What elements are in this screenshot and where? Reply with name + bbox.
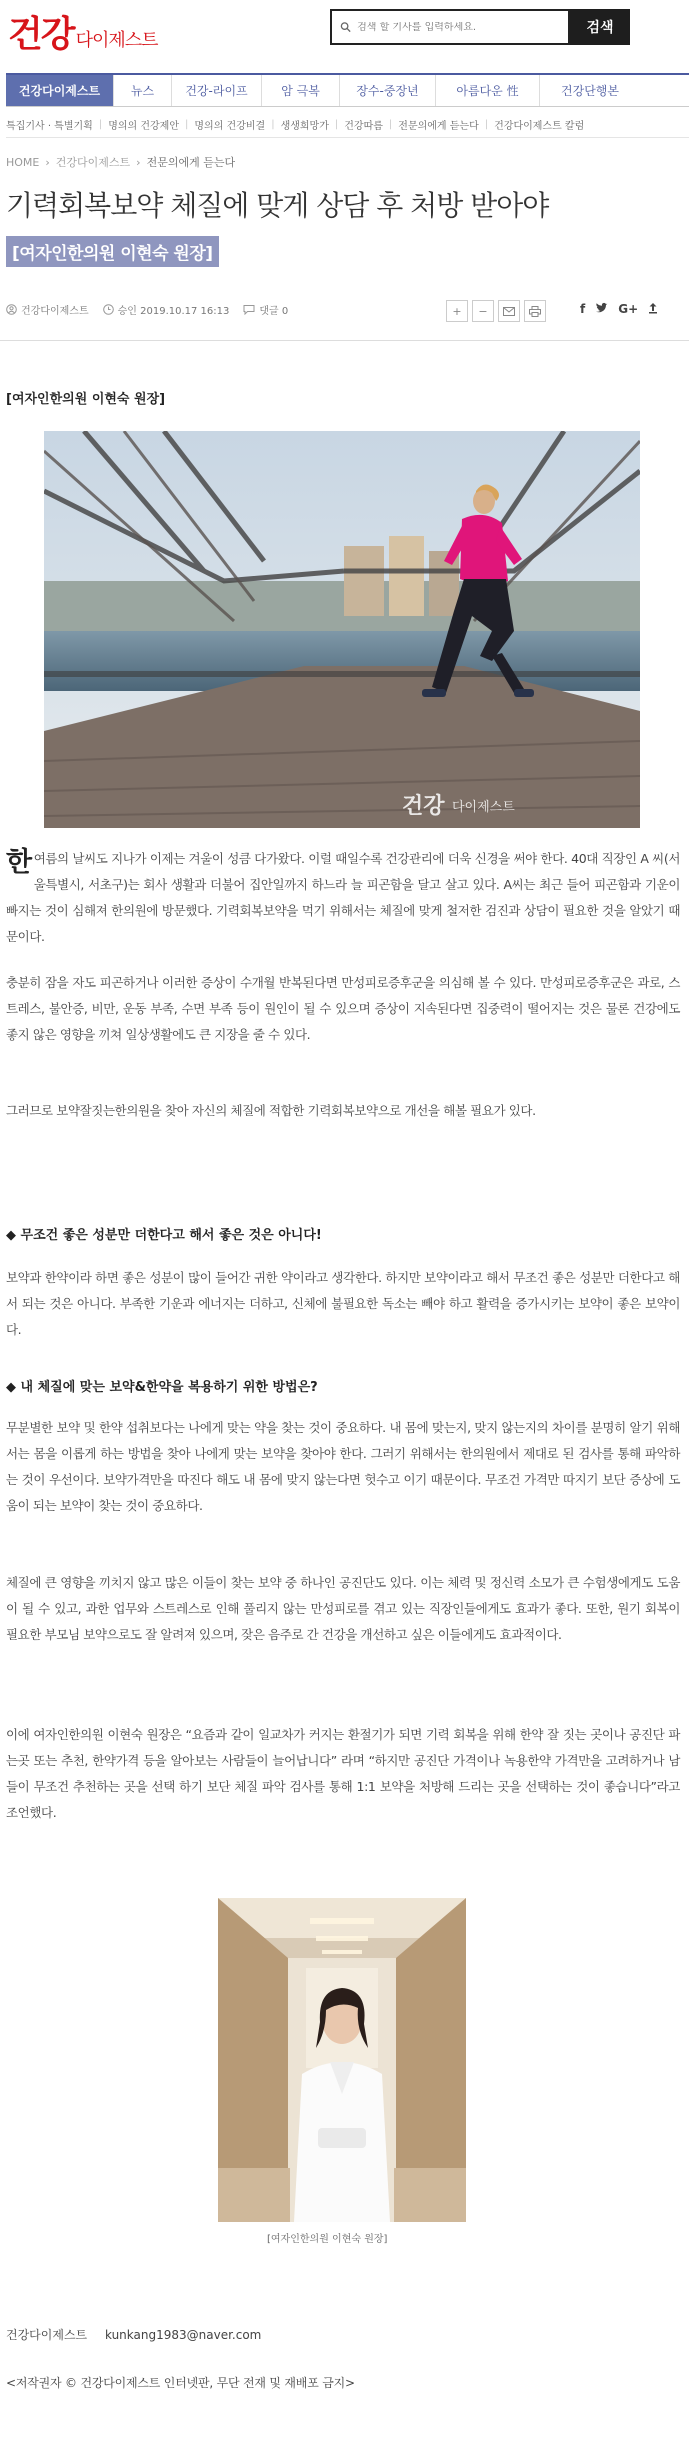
doctor-photo (218, 1898, 466, 2222)
breadcrumb (6, 154, 235, 170)
email-button[interactable] (498, 300, 520, 322)
font-increase-button[interactable] (446, 300, 468, 322)
separator: | (484, 119, 489, 130)
share-icon[interactable] (648, 302, 658, 314)
article-caption-top: [여자인한의원 이현숙 원장] (6, 392, 166, 407)
site-header (0, 0, 689, 66)
article-title: 기력회복보약 체질에 맞게 상담 후 처방 받아야 (6, 189, 549, 222)
twitter-icon[interactable] (595, 302, 608, 314)
mail-icon (503, 307, 515, 316)
dropcap: 한 (6, 847, 32, 878)
print-icon (529, 306, 541, 317)
logo-sub-text: 다이제스트 (75, 30, 158, 51)
nav-item-books[interactable]: 건강단행본 (561, 84, 619, 98)
meta-author (6, 302, 89, 317)
article-tools (446, 300, 546, 322)
user-icon (6, 304, 17, 315)
logo-main-text: 건강 (8, 13, 74, 55)
separator: | (334, 119, 339, 130)
subnav-item[interactable]: 명의의 건강제안 (108, 121, 180, 132)
nav-item-longevity[interactable]: 장수-중장년 (340, 75, 436, 106)
subnav-item[interactable]: 건강다이제스트 칼럼 (494, 121, 585, 132)
runner-photo (44, 431, 640, 828)
comment-icon (243, 304, 255, 315)
article-paragraph-7: 이에 여자인한의원 이현숙 원장은 “요즘과 같이 일교차가 커지는 환절기가 되면 기력 회복을 위해 한약 잘 짓는 곳이나 공진단 파는곳 또는 추천, 한약가격 등을 알아보는 사람들이 늘어납니다” 라며 “하지만 공진단 가격이나 녹용한약 가격만을 고려하거나 남들이 무조건 추천하는 곳을 선택 하기 보단 체질 파악 검사를 통해 1:1 보약을 처방해 드리는 곳을 선택하는 것이 좋습니다”라고 조언했다. (6, 1727, 680, 1820)
article-byline (6, 2326, 261, 2343)
article-paragraph-6: 체질에 큰 영향을 끼치지 않고 많은 이들이 찾는 보약 중 하나인 공진단도 있다. 이는 체력 및 정신력 소모가 큰 수험생에게도 도움이 될 수 있고, 과한 업무와 스트레스로 인해 풀리지 않는 만성피로를 겪고 있는 직장인들에게도 효과가 좋다. 또한, 원기 회복이 필요한 부모님 보약으로도 잘 알려져 있으며, 잦은 음주로 간 건강을 개선하고 싶은 이들에게도 효과적이다. (6, 1575, 680, 1642)
main-navigation (6, 73, 689, 107)
chevron-right-icon: › (45, 155, 50, 169)
photo-watermark-sub: 다이제스트 (452, 800, 515, 815)
byline-email[interactable]: kunkang1983@naver.com (104, 2328, 262, 2342)
separator: | (185, 119, 189, 130)
subnav-item[interactable]: 명의의 건강비결 (194, 121, 266, 132)
social-share (580, 302, 658, 316)
article-paragraph-4: 보약과 한약이라 하면 좋은 성분이 많이 들어간 귀한 약이라고 생각한다. 하지만 보약이라고 해서 무조건 좋은 성분만 더한다고 해서 되는 것은 아니다. 부족한 기운과 에너지는 더하고, 신체에 불필요한 독소는 빼야 하고 활력을 증가시키는 보약이 좋은 보약이다. (6, 1270, 680, 1337)
meta-comments[interactable] (243, 302, 288, 317)
search-bar (330, 9, 630, 45)
divider (0, 340, 689, 341)
article-subtitle: [여자인한의원 이현숙 원장] (6, 236, 219, 267)
separator: | (98, 119, 103, 130)
google-plus-icon[interactable]: G+ (618, 302, 639, 316)
article-paragraph-2: 충분히 잠을 자도 피곤하거나 이러한 증상이 수개월 반복된다면 만성피로증후군을 의심해 볼 수 있다. 만성피로증후군은 과로, 스트레스, 불안증, 비만, 운동 부족, 수면 부족 등이 원인이 될 수 있으며 증상이 지속된다면 집중력이 떨어지는 것은 물론 건강에도 좋지 않은 영향을 끼쳐 일상생활에도 큰 지장을 줄 수 있다. (6, 975, 680, 1042)
nav-item-news[interactable]: 뉴스 (114, 75, 172, 106)
breadcrumb-section[interactable]: 건강다이제스트 (55, 156, 131, 169)
chevron-right-icon: › (136, 155, 141, 169)
meta-comments-count: 댓글 0 (259, 306, 289, 317)
nav-item-beautiful-sex[interactable]: 아름다운 性 (436, 75, 540, 106)
search-icon (340, 21, 351, 33)
minus-icon: − (478, 304, 488, 318)
meta-date (103, 302, 230, 317)
article-paragraph-3: 그러므로 보약잘짓는한의원을 찾아 자신의 체질에 적합한 기력회복보약으로 개선을 해볼 필요가 있다. (6, 1103, 536, 1118)
font-decrease-button[interactable] (472, 300, 494, 322)
subnav-item[interactable]: 건강따름 (344, 121, 383, 132)
byline-name: 건강다이제스트 (6, 2328, 88, 2342)
photo-watermark-main: 건강 (402, 793, 445, 819)
copyright-notice: <저작권자 © 건강다이제스트 인터넷판, 무단 전재 및 재배포 금지> (6, 2376, 355, 2390)
doctor-illustration (218, 1898, 466, 2222)
runner-illustration (44, 431, 640, 828)
meta-author-name: 건강다이제스트 (21, 306, 89, 317)
section-heading-1: ◆ 무조건 좋은 성분만 더한다고 해서 좋은 것은 아니다! (6, 1228, 322, 1243)
clock-icon (103, 304, 114, 315)
separator: | (388, 119, 393, 130)
separator: | (271, 119, 275, 130)
search-box (330, 9, 570, 45)
article-paragraph-5: 무분별한 보약 및 한약 섭취보다는 나에게 맞는 약을 찾는 것이 중요하다. 내 몸에 맞는지, 맞지 않는지의 차이를 분명히 알기 위해서는 몸을 이롭게 하는 방법을 찾아 나에게 맞는 보약을 찾아야 한다. 그러기 위해서는 한의원에서 제대로 된 검사를 통해 파악하는 것이 우선이다. 보약가격만을 따진다 해도 내 몸에 맞지 않는다면 헛수고 이기 때문이다. 무조건 가격만 따지기 보단 증상에 도움이 되는 보약이 찾는 것이 중요하다. (6, 1420, 681, 1513)
nav-item-health-life[interactable]: 건강-라이프 (172, 75, 262, 106)
subnav-item[interactable]: 특집기사 · 특별기획 (6, 121, 93, 132)
breadcrumb-home[interactable]: HOME (6, 155, 40, 169)
facebook-icon[interactable]: f (580, 302, 586, 316)
meta-date-text: 승인 2019.10.17 16:13 (117, 306, 230, 317)
doctor-photo-caption: [여자인한의원 이현숙 원장] (267, 2234, 388, 2245)
subnav-item[interactable]: 생생희망가 (280, 121, 329, 132)
nav-item-cancer[interactable]: 암 극복 (262, 75, 340, 106)
search-input[interactable] (357, 22, 568, 33)
paragraph-1-text: 여름의 날씨도 지나가 이제는 겨울이 성큼 다가왔다. 이럴 때일수록 건강관리에 더욱 신경을 써야 한다. 40대 직장인 A 씨(서울특별시, 서초구)는 회사 생활과 더불어 집안일까지 하느라 늘 피곤함을 달고 살고 있다. A씨는 최근 들어 피곤함과 기운이 빠지는 것이 심해져 한의원에 방문했다. 기력회복보약을 먹기 위해서는 체질에 맞게 철저한 검진과 상담이 필요한 것을 알았기 때문이다. (6, 851, 680, 944)
print-button[interactable] (524, 300, 546, 322)
nav-item-home[interactable]: 건강다이제스트 (6, 75, 114, 106)
article-paragraph-1 (6, 846, 680, 950)
sub-navigation (6, 112, 689, 138)
breadcrumb-category[interactable]: 전문의에게 듣는다 (146, 156, 236, 169)
subnav-item[interactable]: 전문의에게 듣는다 (398, 121, 479, 132)
site-logo[interactable] (8, 6, 158, 57)
article-meta (6, 302, 288, 317)
plus-icon: + (452, 304, 462, 318)
search-button[interactable]: 검색 (570, 9, 630, 45)
section-heading-2: ◆ 내 체질에 맞는 보약&한약을 복용하기 위한 방법은? (6, 1380, 318, 1395)
